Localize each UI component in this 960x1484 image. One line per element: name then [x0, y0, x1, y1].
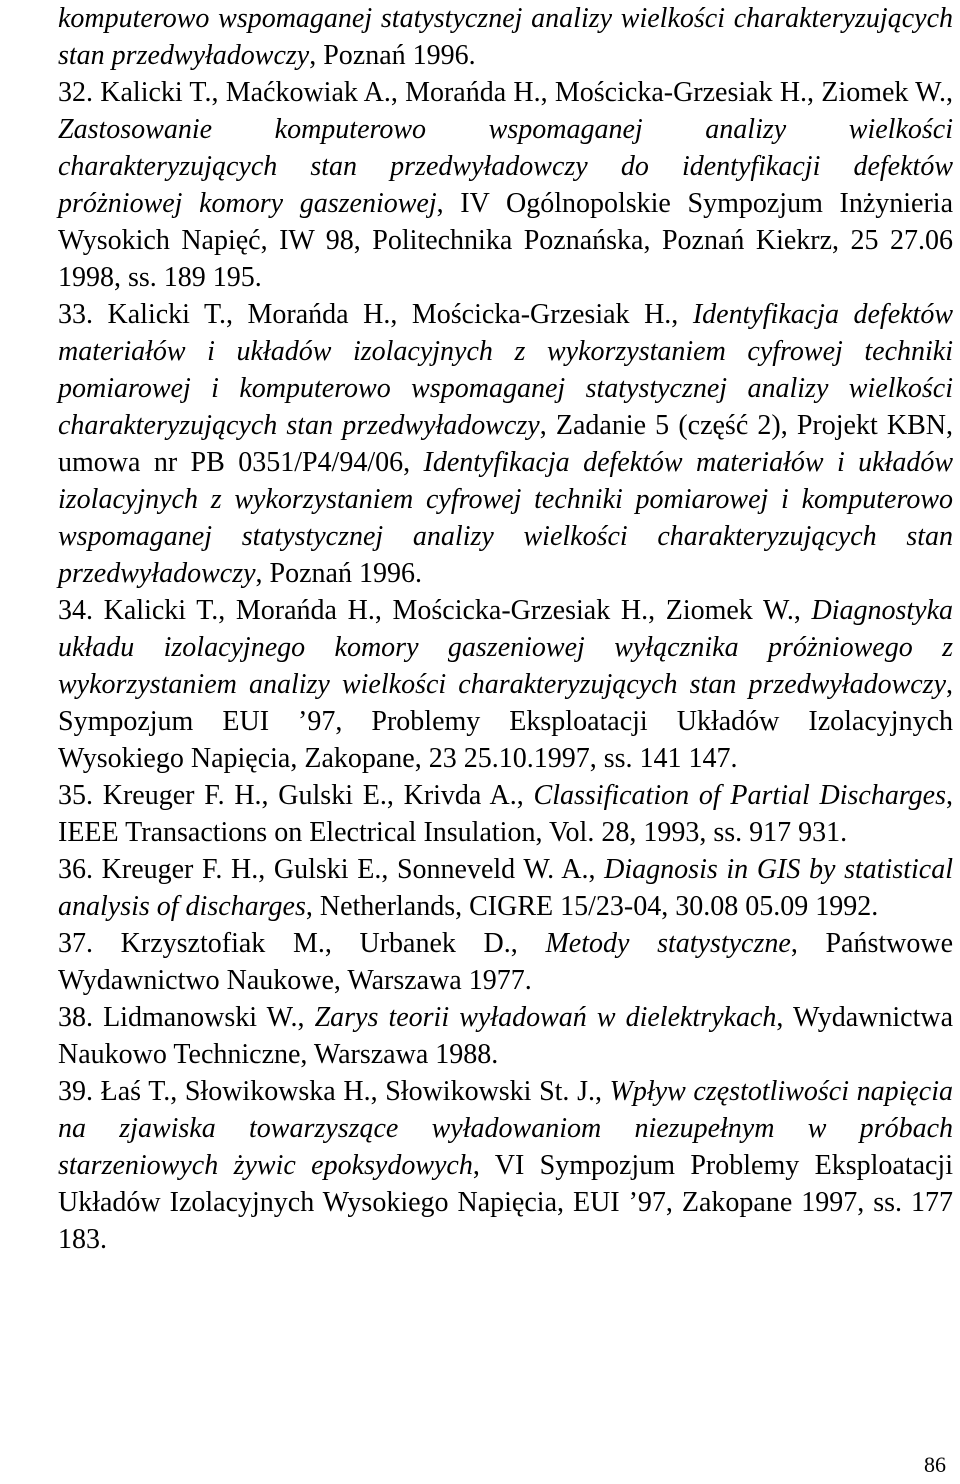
page-number: 86 — [924, 1452, 946, 1477]
reference-authors: Kalicki T., Maćkowiak A., Morańda H., Mościcka-Grzesiak H., Ziomek W., — [100, 77, 954, 108]
reference-title-secondary: Identyfikacja defektów materiałów i układów izolacyjnych z wykorzystaniem cyfrowej techniki pomiarowej i komputerowo wspomaganej statystycznej analizy wielkości charakteryzujących stan przedwyładowczy — [58, 447, 953, 589]
reference-details: , Sympozjum EUI ’97, Problemy Eksploatacji Układów Izolacyjnych Wysokiego Napięcia, Zakopane, 23 25.10.1997, ss. 141 147. — [58, 669, 953, 774]
reference-authors: Kalicki T., Morańda H., Mościcka-Grzesiak H., — [107, 299, 693, 330]
reference-38 — [58, 999, 953, 1073]
reference-33 — [58, 296, 953, 592]
reference-details: , Wydawnictwa Naukowo Techniczne, Warszawa 1988. — [58, 1002, 953, 1070]
reference-authors: Lidmanowski W., — [103, 1002, 315, 1033]
reference-number: 34. — [58, 595, 93, 626]
reference-details: , IV Ogólnopolskie Sympozjum Inżynieria Wysokich Napięć, IW 98, Politechnika Poznańska, Poznań Kiekrz, 25 27.06 1998, ss. 189 195. — [58, 188, 953, 293]
reference-title: Diagnostyka układu izolacyjnego komory gaszeniowej wyłącznika próżniowego z wykorzystaniem analizy wielkości charakteryzujących stan przedwyładowczy — [58, 595, 953, 700]
reference-details: , Zadanie 5 (część 2), Projekt KBN, umowa nr PB 0351/P4/94/06, — [58, 410, 953, 478]
reference-number: 39. — [58, 1076, 93, 1107]
reference-title: Wpływ częstotliwości napięcia na zjawiska towarzyszące wyładowaniom niezupełnym w próbach starzeniowych żywic epoksydowych — [58, 1076, 954, 1181]
reference-title: Identyfikacja defektów materiałów i układów izolacyjnych z wykorzystaniem cyfrowej techniki pomiarowej i komputerowo wspomaganej statystycznej analizy wielkości charakteryzujących stan przedwyładowczy — [58, 299, 954, 441]
reference-36 — [58, 851, 953, 925]
reference-number: 38. — [58, 1002, 93, 1033]
reference-number: 33. — [58, 299, 93, 330]
reference-39 — [58, 1073, 953, 1258]
reference-continuation — [58, 0, 953, 74]
reference-authors: Kreuger F. H., Gulski E., Sonneveld W. A., — [101, 854, 605, 885]
reference-list — [58, 0, 953, 1258]
reference-number: 36. — [58, 854, 93, 885]
reference-details: , Poznań 1996. — [309, 40, 476, 71]
reference-number: 35. — [58, 780, 93, 811]
reference-title: Metody statystyczne — [545, 928, 791, 959]
reference-details: , IEEE Transactions on Electrical Insulation, Vol. 28, 1993, ss. 917 931. — [58, 780, 954, 848]
reference-details: , Poznań 1996. — [255, 558, 422, 589]
reference-32 — [58, 74, 953, 296]
reference-authors: Łaś T., Słowikowska H., Słowikowski St. J., — [100, 1076, 610, 1107]
reference-title: Zastosowanie komputerowo wspomaganej analizy wielkości charakteryzujących stan przedwyładowczy do identyfikacji defektów próżniowej komory gaszeniowej — [58, 114, 953, 219]
reference-title: Zarys teorii wyładowań w dielektrykach — [314, 1002, 777, 1033]
reference-number: 37. — [58, 928, 93, 959]
reference-details: , Państwowe Wydawnictwo Naukowe, Warszawa 1977. — [58, 928, 954, 996]
reference-34 — [58, 592, 953, 777]
reference-title: Diagnosis in GIS by statistical analysis of discharges — [58, 854, 953, 922]
reference-title: Classification of Partial Discharges — [533, 780, 947, 811]
reference-37 — [58, 925, 953, 999]
reference-details: , VI Sympozjum Problemy Eksploatacji Układów Izolacyjnych Wysokiego Napięcia, EUI ’97, Zakopane 1997, ss. 177 183. — [58, 1150, 953, 1255]
reference-number: 32. — [58, 77, 93, 108]
reference-authors: Kreuger F. H., Gulski E., Krivda A., — [102, 780, 534, 811]
reference-details: , Netherlands, CIGRE 15/23-04, 30.08 05.09 1992. — [305, 891, 879, 922]
reference-authors: Krzysztofiak M., Urbanek D., — [120, 928, 546, 959]
reference-title: komputerowo wspomaganej statystycznej analizy wielkości charakteryzujących stan przedwyładowczy — [58, 3, 953, 71]
reference-authors: Kalicki T., Morańda H., Mościcka-Grzesiak H., Ziomek W., — [103, 595, 812, 626]
reference-35 — [58, 777, 953, 851]
